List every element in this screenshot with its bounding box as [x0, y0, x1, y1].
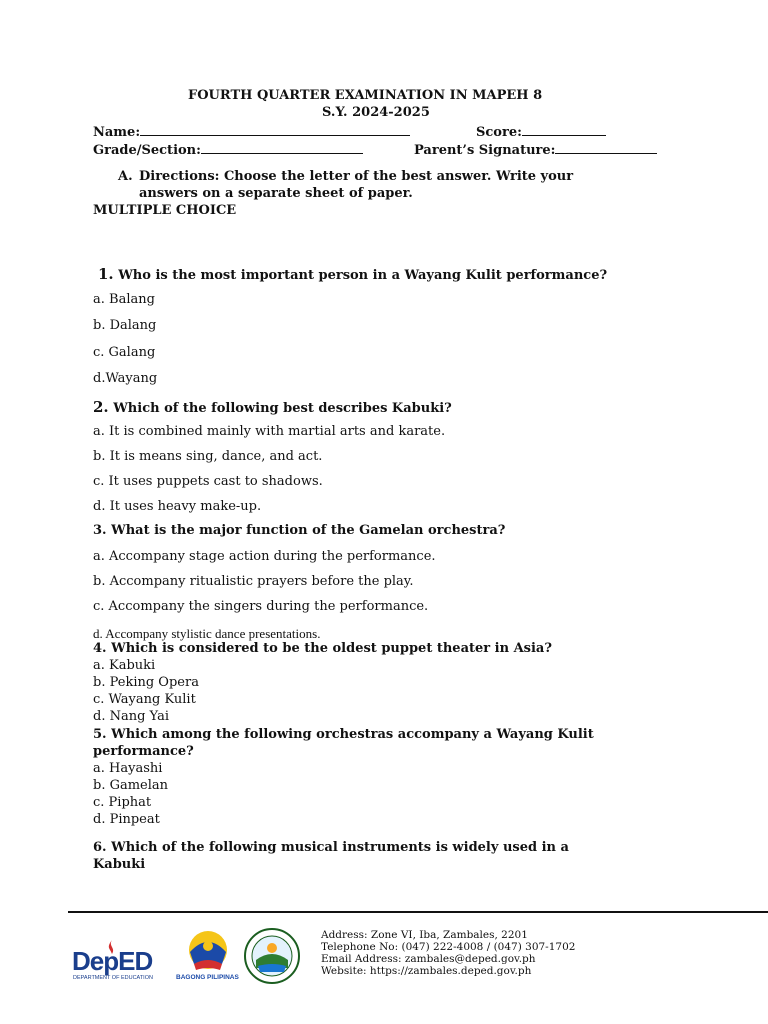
choice-5d: d. Pinpeat — [93, 812, 160, 827]
deped-logo-text: DepED — [72, 946, 153, 976]
name-label: Name: — [93, 125, 141, 140]
question-text: Which of the following best describes Kabuki? — [113, 401, 452, 416]
choice-1a: a. Balang — [93, 292, 155, 307]
question-text: What is the major function of the Gamelan orchestra? — [111, 523, 506, 538]
question-number: 6. — [93, 840, 107, 855]
deped-logo — [72, 938, 172, 986]
choice-1c: c. Galang — [93, 345, 156, 360]
choice-2d: d. It uses heavy make-up. — [93, 499, 262, 514]
question-2 — [93, 398, 452, 416]
exam-title: FOURTH QUARTER EXAMINATION IN MAPEH 8 — [188, 88, 543, 103]
grade-label: Grade/Section: — [93, 143, 201, 158]
footer-address: Address: Zone VI, Iba, Zambales, 2201 — [321, 929, 528, 941]
choice-4d: d. Nang Yai — [93, 709, 170, 724]
question-4 — [93, 641, 552, 656]
question-5-cont: performance? — [93, 744, 194, 759]
name-blank[interactable] — [140, 123, 410, 136]
question-text: Who is the most important person in a Wayang Kulit performance? — [118, 268, 608, 283]
choice-5a: a. Hayashi — [93, 761, 163, 776]
choice-3d: d. Accompany stylistic dance presentations. — [93, 626, 321, 641]
question-number: 4. — [93, 641, 107, 656]
choice-1d: d.Wayang — [93, 371, 158, 386]
bagong-pilipinas-icon — [176, 928, 240, 974]
score-label: Score: — [476, 125, 522, 140]
question-6 — [93, 840, 569, 855]
footer-telephone: Telephone No: (047) 222-4008 / (047) 307-1702 — [321, 941, 576, 953]
footer-email[interactable]: Email Address: zambales@deped.gov.ph — [321, 953, 536, 965]
school-year: S.Y. 2024-2025 — [322, 105, 430, 120]
score-blank[interactable] — [522, 123, 606, 136]
question-1 — [98, 265, 607, 283]
choice-2a: a. It is combined mainly with martial arts and karate. — [93, 424, 446, 439]
name-row — [93, 123, 410, 140]
bagong-pilipinas-logo — [176, 928, 240, 984]
choice-5b: b. Gamelan — [93, 778, 169, 793]
grade-row — [93, 141, 363, 158]
question-5 — [93, 727, 594, 742]
question-number: 2. — [93, 398, 109, 416]
division-seal — [244, 928, 300, 984]
choice-4a: a. Kabuki — [93, 658, 156, 673]
question-3 — [93, 523, 505, 538]
directions-marker: A. — [118, 169, 133, 184]
question-text: Which of the following musical instruments is widely used in a — [111, 840, 569, 855]
deped-logo-sub: DEPARTMENT OF EDUCATION — [73, 975, 153, 981]
signature-label: Parent’s Signature: — [414, 143, 556, 158]
question-number: 1. — [98, 265, 114, 283]
choice-4b: b. Peking Opera — [93, 675, 199, 690]
choice-2b: b. It is means sing, dance, and act. — [93, 449, 323, 464]
footer-divider — [68, 911, 768, 913]
bagong-pilipinas-text: BAGONG PILIPINAS — [176, 974, 239, 981]
grade-blank[interactable] — [201, 141, 363, 154]
signature-blank[interactable] — [555, 141, 657, 154]
choice-4c: c. Wayang Kulit — [93, 692, 196, 707]
question-text: Which among the following orchestras accompany a Wayang Kulit — [111, 727, 594, 742]
section-heading: MULTIPLE CHOICE — [93, 203, 237, 218]
question-6-cont: Kabuki — [93, 857, 146, 872]
choice-3b: b. Accompany ritualistic prayers before the play. — [93, 574, 414, 589]
footer-website[interactable]: Website: https://zambales.deped.gov.ph — [321, 965, 532, 977]
division-seal-icon — [244, 928, 300, 984]
choice-2c: c. It uses puppets cast to shadows. — [93, 474, 323, 489]
question-text: Which is considered to be the oldest puppet theater in Asia? — [111, 641, 552, 656]
directions-line2: answers on a separate sheet of paper. — [139, 186, 413, 201]
choice-1b: b. Dalang — [93, 318, 157, 333]
question-number: 5. — [93, 727, 107, 742]
score-row — [476, 123, 606, 140]
choice-5c: c. Piphat — [93, 795, 152, 810]
choice-3a: a. Accompany stage action during the performance. — [93, 549, 436, 564]
question-number: 3. — [93, 523, 107, 538]
directions-line1: Directions: Choose the letter of the best answer. Write your — [139, 169, 574, 184]
signature-row — [414, 141, 657, 158]
choice-3c: c. Accompany the singers during the performance. — [93, 599, 429, 614]
